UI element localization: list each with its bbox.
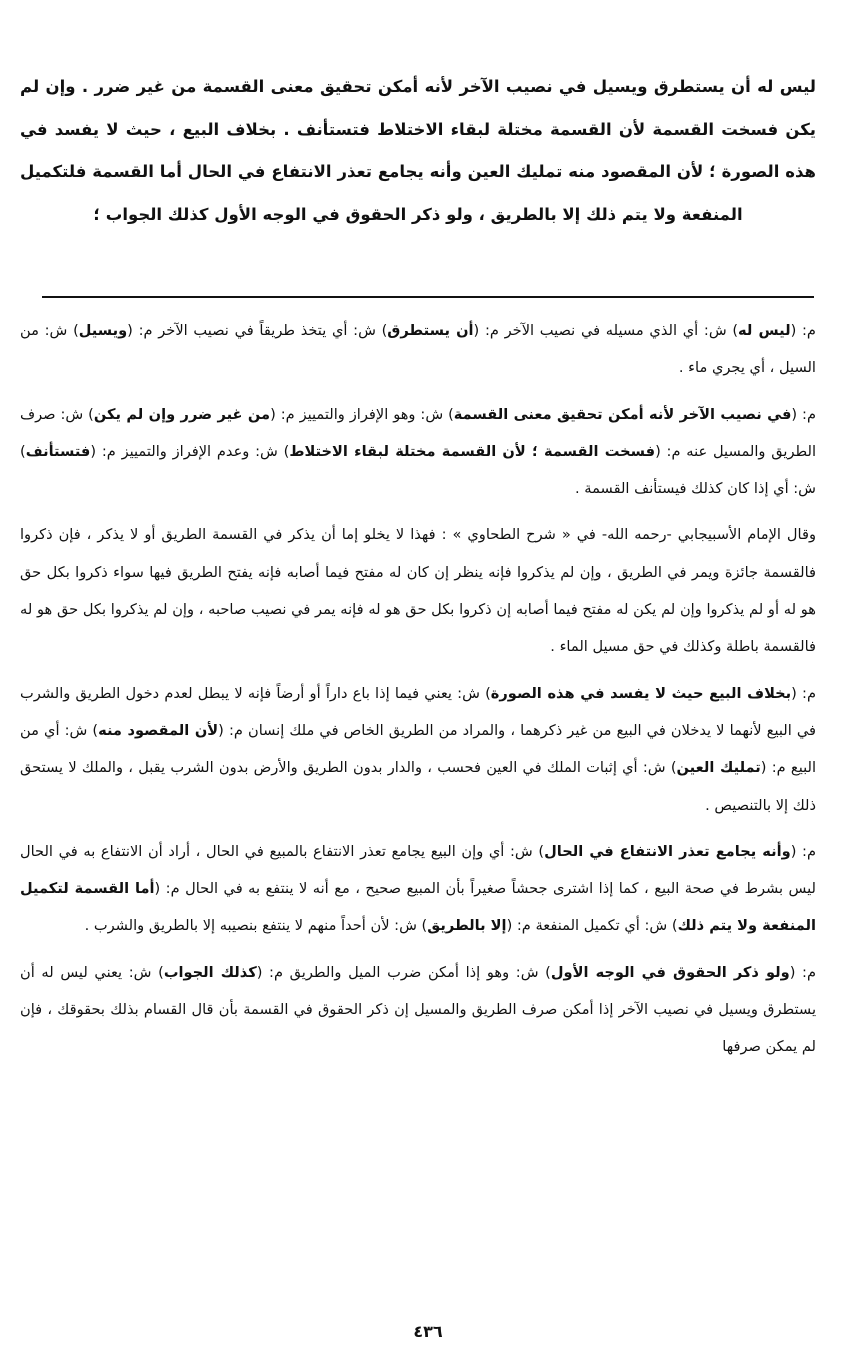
commentary-paragraph-5 (20, 833, 816, 945)
explanation: ) ش: أي من البيع م: ( (20, 721, 817, 777)
explanation: ) ش: يعني ليس له أن يستطرق ويسيل في نصيب الآخر إذا أمكن صرف الطريق والمسيل إن ذكر الحقوق في القسمة بأن قال القسام بذلك بحقوقك ، فإن لم يمكن صرفها (20, 963, 816, 1056)
explanation: ) ش: وعدم الإفراز والتمييز م: ( (90, 442, 290, 460)
explanation: ) ش: وهو الإفراز والتمييز م: ( (270, 405, 454, 423)
quoted-matn: وأنه يجامع تعذر الانتفاع في الحال (544, 842, 791, 860)
explanation: ) ش: أي إثبات الملك في العين فحسب ، والدار بدون الطريق والأرض بدون الشرب يقبل ، والملك لا يستحق ذلك إلا بالتنصيص . (20, 759, 816, 814)
section-divider (42, 296, 814, 298)
quoted-matn: أما القسمة لتكميل المنفعة ولا يتم ذلك (20, 880, 816, 935)
quoted-matn: ويسيل (78, 322, 128, 339)
explanation: ) ش: وهو إذا أمكن ضرب الميل والطريق م: ( (256, 963, 551, 981)
commentary-paragraph-1 (20, 312, 816, 387)
marker: م: ( (791, 684, 816, 702)
quoted-matn: فتستأنف (25, 442, 91, 460)
marker: م: ( (790, 842, 816, 860)
commentary-paragraph-3: وقال الإمام الأسبيجابي -رحمه الله- في « شرح الطحاوي » : فهذا لا يخلو إما أن يذكر في القسمة الطريق أو لا يذكر ، فإن ذكروا فالقسمة جائزة ويمر في الطريق ، وإن لم يذكروا فإنه ينظر إن كان له مفتح فيما أصابه فإنه يفتح الطريق فيها سواء ذكروا بكل حق هو له أو لم يذكروا وإن لم يكن له مفتح فيما أصابه إن ذكروا بكل حق هو له فإنه يمر في نصيب صاحبه ، وإن لم يذكروا بكل حق هو له فالقسمة باطلة وكذلك في حق مسيل الماء . (20, 526, 816, 656)
quoted-matn: إلا بالطريق (427, 917, 507, 935)
commentary-paragraph-6 (20, 954, 816, 1066)
explanation: ) ش: أي يتخذ طريقاً في نصيب الآخر م: ( (127, 322, 388, 339)
matn-paragraph: ليس له أن يستطرق ويسيل في نصيب الآخر لأنه أمكن تحقيق معنى القسمة من غير ضرر . وإن لم يكن فسخت القسمة لأن القسمة مختلة لبقاء الاختلاط فتستأنف . بخلاف البيع ، حيث لا يفسد في هذه الصورة ؛ لأن المقصود منه تمليك العين وأنه يجامع تعذر الانتفاع في الحال أما القسمة فلتكميل المنفعة ولا يتم ذلك إلا بالطريق ، ولو ذكر الحقوق في الوجه الأول كذلك الجواب ؛ (20, 77, 816, 224)
main-matn-text (20, 66, 816, 236)
quoted-matn: كذلك الجواب (163, 963, 257, 981)
quoted-matn: تمليك العين (676, 759, 761, 777)
marker: م: ( (791, 405, 816, 423)
quoted-matn: ليس له (738, 322, 791, 339)
quoted-matn: من غير ضرر وإن لم يكن (93, 405, 271, 423)
explanation: ) ش: أي الذي مسيله في نصيب الآخر م: ( (473, 322, 739, 339)
commentary-sharh (20, 312, 816, 1075)
quoted-matn: ولو ذكر الحقوق في الوجه الأول (550, 963, 790, 981)
marker: م: ( (790, 322, 816, 339)
commentary-paragraph-2 (20, 396, 816, 508)
explanation: ) ش: من السيل ، أي يجري ماء . (20, 322, 816, 377)
explanation: ) ش: يعني فيما إذا باع داراً أو أرضاً فإنه لا يبطل لعدم دخول الطريق والشرب في البيع لأنهما لا يدخلان في البيع من غير ذكرهما ، والمراد من الطريق الخاص في ملك إنسان م: ( (20, 684, 816, 739)
quoted-matn: فسخت القسمة ؛ لأن القسمة مختلة لبقاء الاختلاط (289, 442, 656, 460)
explanation: ) ش: لأن أحداً منهم لا ينتفع بنصيبه إلا بالطريق والشرب . (84, 917, 428, 935)
explanation: ) ش: أي تكميل المنفعة م: ( (506, 917, 678, 935)
marker: م: ( (789, 963, 816, 981)
quoted-matn: في نصيب الآخر لأنه أمكن تحقيق معنى القسمة (453, 405, 792, 423)
commentary-paragraph-4 (20, 675, 816, 824)
explanation: ) ش: أي إذا كان كذلك فيستأنف القسمة . (20, 442, 816, 498)
explanation: ) ش: صرف الطريق والمسيل عنه م: ( (20, 405, 816, 460)
quoted-matn: بخلاف البيع حيث لا يفسد في هذه الصورة (490, 684, 792, 702)
explanation: ) ش: أي وإن البيع يجامع تعذر الانتفاع بالمبيع في الحال ، أراد أن الانتفاع به في الحال ليس بشرط في صحة البيع ، كما إذا اشترى جحشاً صغيراً بأن المبيع صحيح ، مع أنه لا ينتفع به في الحال م: ( (20, 842, 817, 898)
quoted-matn: أن يستطرق (387, 322, 474, 339)
quoted-matn: لأن المقصود منه (98, 721, 219, 739)
page-number: ٤٣٦ (413, 1322, 443, 1341)
